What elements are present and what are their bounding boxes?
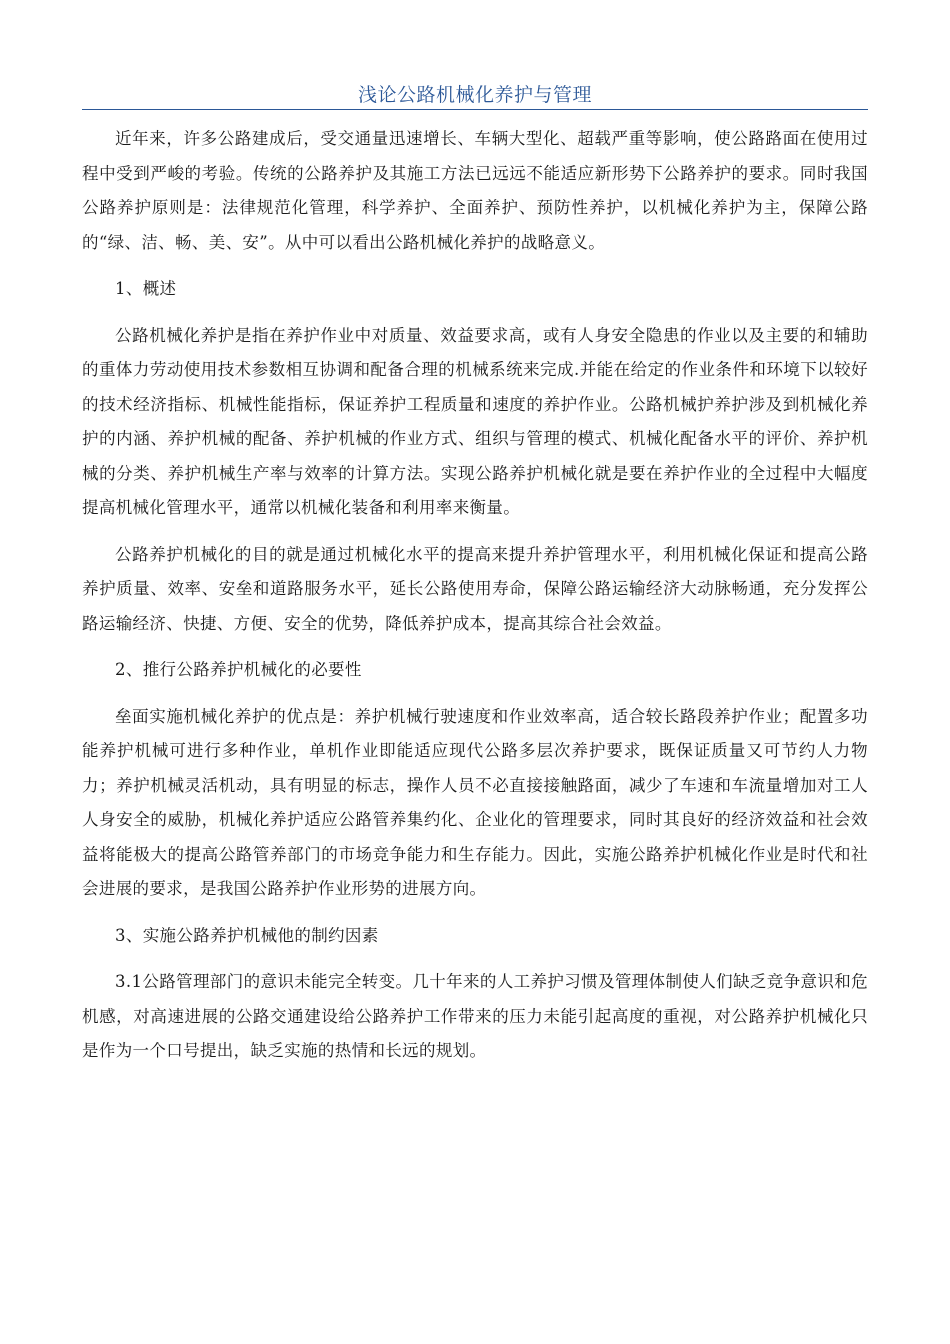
section-2-paragraph-1: 垒面实施机械化养护的优点是：养护机械行驶速度和作业效率高，适合较长路段养护作业；配置多功能养护机械可进行多种作业，单机作业即能适应现代公路多层次养护要求，既保证质量又可节约人力物力；养护机械灵活机动，具有明显的标志，操作人员不必直接接触路面，减少了车速和车流量增加对工人人身安全的威胁，机械化养护适应公路管养集约化、企业化的管理要求，同时其良好的经济效益和社会效益将能极大的提高公路管养部门的市场竞争能力和生存能力。因此，实施公路养护机械化作业是时代和社会进展的要求，是我国公路养护作业形势的进展方向。 bbox=[82, 706, 868, 898]
intro-paragraph: 近年来，许多公路建成后，受交通量迅速增长、车辆大型化、超载严重等影响，使公路路面在使用过程中受到严峻的考验。传统的公路养护及其施工方法已远远不能适应新形势下公路养护的要求。同时我国公路养护原则是：法律规范化管理，科学养护、全面养护、预防性养护，以机械化养护为主，保障公路的“绿、洁、畅、美、安”。从中可以看出公路机械化养护的战略意义。 bbox=[82, 129, 868, 252]
section-1-heading: 1、概述 bbox=[115, 279, 177, 298]
title-divider bbox=[82, 109, 868, 110]
section-3-paragraph-1: 3.1公路管理部门的意识未能完全转变。几十年来的人工养护习惯及管理体制使人们缺乏竞争意识和危机感，对高速进展的公路交通建设给公路养护工作带来的压力未能引起高度的重视，对公路养护机械化只是作为一个口号提出，缺乏实施的热情和长远的规划。 bbox=[82, 972, 868, 1060]
document-body bbox=[82, 122, 868, 1081]
section-1-paragraph-1: 公路机械化养护是指在养护作业中对质量、效益要求高，或有人身安全隐患的作业以及主要的和辅助的重体力劳动使用技术参数相互协调和配备合理的机械系统来完成.并能在给定的作业条件和环境下以较好的技术经济指标、机械性能指标，保证养护工程质量和速度的养护作业。公路机械护养护涉及到机械化养护的内涵、养护机械的配备、养护机械的作业方式、组织与管理的模式、机械化配备水平的评价、养护机械的分类、养护机械生产率与效率的计算方法。实现公路养护机械化就是要在养护作业的全过程中大幅度提高机械化管理水平，通常以机械化装备和利用率来衡量。 bbox=[82, 325, 868, 517]
section-2-heading: 2、推行公路养护机械化的必要性 bbox=[115, 660, 362, 679]
document-title: 浅论公路机械化养护与管理 bbox=[357, 84, 592, 106]
section-3-heading: 3、实施公路养护机械他的制约因素 bbox=[115, 925, 379, 945]
section-1-paragraph-2: 公路养护机械化的目的就是通过机械化水平的提高来提升养护管理水平，利用机械化保证和提高公路养护质量、效率、安垒和道路服务水平，延长公路使用寿命，保障公路运输经济大动脉畅通，充分发挥公路运输经济、快捷、方便、安全的优势，降低养护成本，提高其综合社会效益。 bbox=[82, 544, 868, 633]
